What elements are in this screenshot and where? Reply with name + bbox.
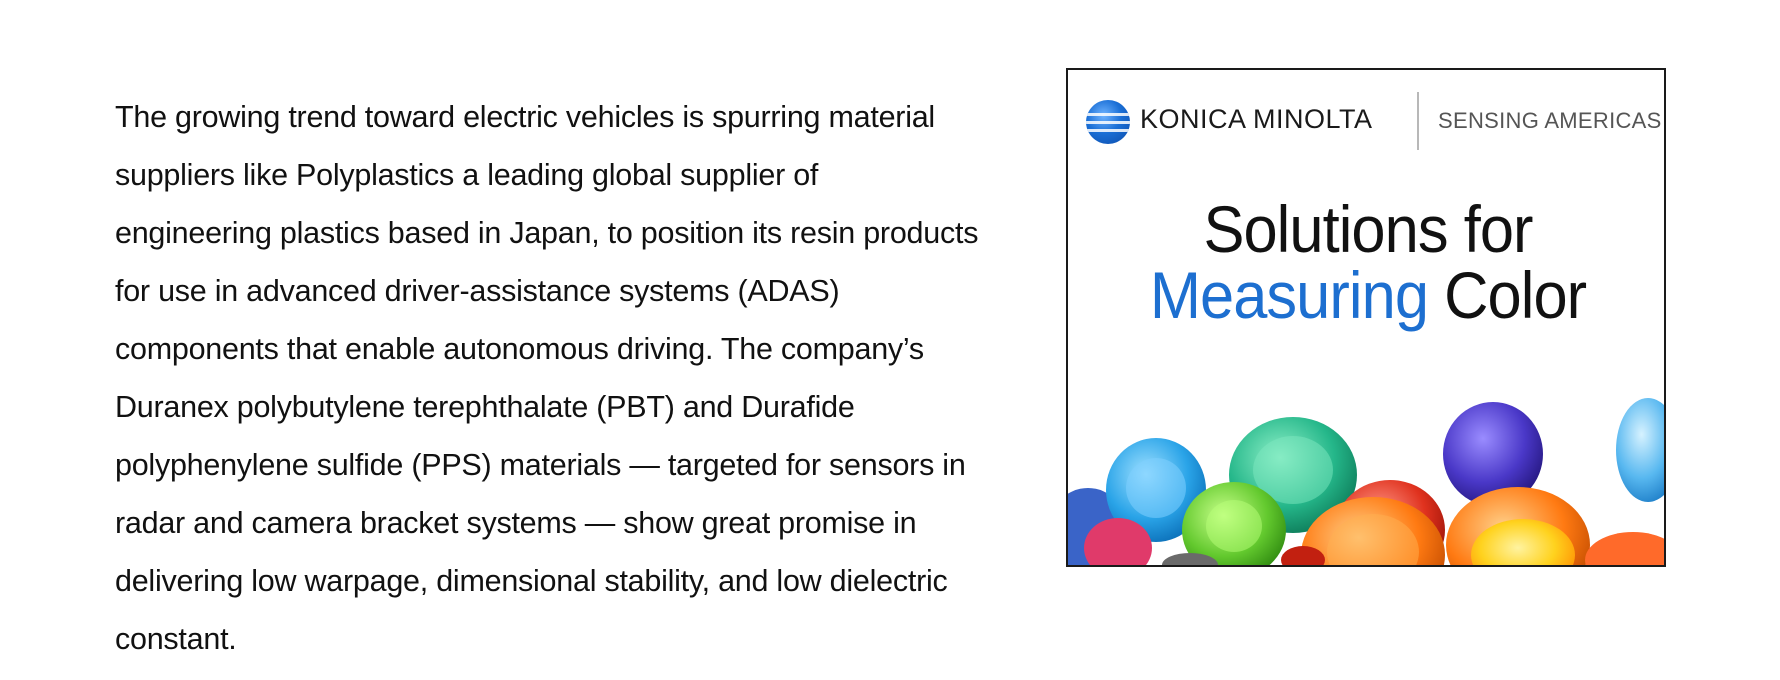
article-line: Duranex polybutylene terephthalate (PBT) and Durafide xyxy=(115,390,855,424)
ad-headline xyxy=(1089,192,1647,332)
headline-accent-word: Measuring xyxy=(1149,258,1429,332)
article-line: The growing trend toward electric vehicles is spurring material xyxy=(115,100,935,134)
article-line: constant. xyxy=(115,622,237,656)
article-line: engineering plastics based in Japan, to position its resin products xyxy=(115,216,979,250)
bottle-caps-image xyxy=(1068,370,1666,567)
headline-line-1: Solutions for xyxy=(1203,192,1533,266)
article-line: suppliers like Polyplastics a leading global supplier of xyxy=(115,158,819,192)
header-divider xyxy=(1417,92,1419,150)
article-body xyxy=(115,88,1015,668)
brand-division: SENSING AMERICAS xyxy=(1438,108,1662,133)
headline-line-2 xyxy=(1089,258,1647,332)
advertisement-banner[interactable] xyxy=(1066,68,1666,567)
article-paragraph xyxy=(115,88,1015,668)
article-line: components that enable autonomous driving. The company’s xyxy=(115,332,924,366)
article-line: polyphenylene sulfide (PPS) materials — targeted for sensors in xyxy=(115,448,966,482)
headline-rest: Color xyxy=(1428,258,1587,332)
globe-logo-icon xyxy=(1086,100,1130,144)
article-line: delivering low warpage, dimensional stability, and low dielectric xyxy=(115,564,948,598)
article-line: radar and camera bracket systems — show great promise in xyxy=(115,506,917,540)
brand-name: KONICA MINOLTA xyxy=(1140,104,1373,134)
article-line: for use in advanced driver-assistance systems (ADAS) xyxy=(115,274,840,308)
ad-header xyxy=(1086,92,1662,150)
